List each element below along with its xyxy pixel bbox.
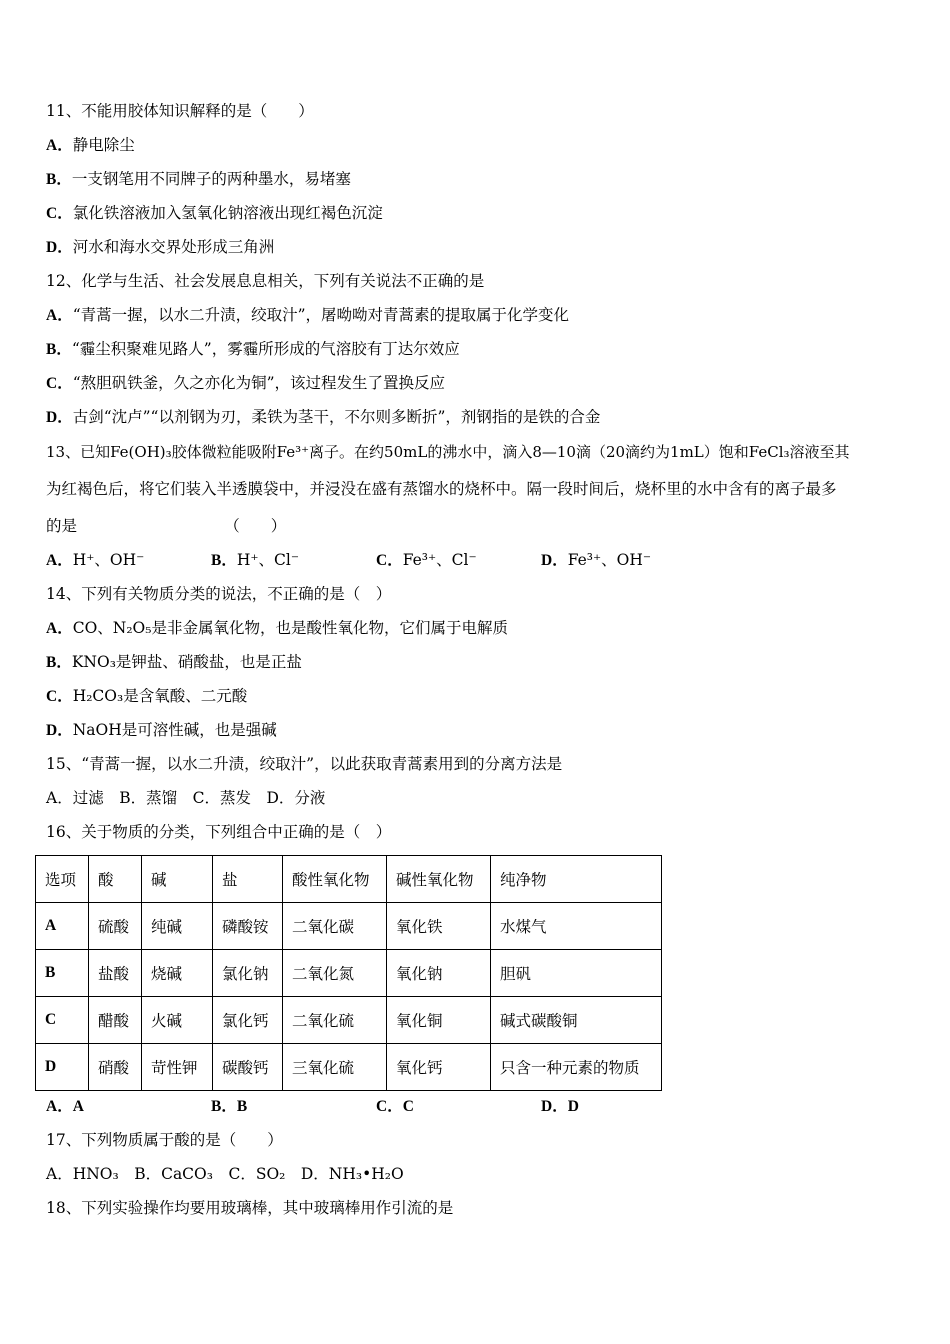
q14-option-d: D．NaOH是可溶性碱，也是强碱 xyxy=(46,721,277,739)
table-cell: 氧化钙 xyxy=(387,1044,491,1091)
table-cell: 二氧化氮 xyxy=(283,950,387,997)
table-cell: 醋酸 xyxy=(89,997,142,1044)
q13-option-d: D．Fe³⁺、OH⁻ xyxy=(541,551,652,569)
q11-option-b: B．一支钢笔用不同牌子的两种墨水，易堵塞 xyxy=(46,170,351,188)
table-cell: 烧碱 xyxy=(142,950,213,997)
table-header-cell: 选项 xyxy=(36,856,89,903)
q13-option-c: C．Fe³⁺、Cl⁻ xyxy=(376,551,477,569)
table-cell: 氯化钙 xyxy=(213,997,283,1044)
q14-option-b: B．KNO₃是钾盐、硝酸盐，也是正盐 xyxy=(46,653,302,671)
table-cell: A xyxy=(36,903,89,950)
table-cell: 氧化钠 xyxy=(387,950,491,997)
table-cell: C xyxy=(36,997,89,1044)
classification-table xyxy=(35,855,662,1091)
table-cell: 二氧化碳 xyxy=(283,903,387,950)
table-cell: 磷酸铵 xyxy=(213,903,283,950)
table-cell: 氧化铁 xyxy=(387,903,491,950)
q14-stem: 14、下列有关物质分类的说法，不正确的是（ ） xyxy=(46,585,392,603)
table-row xyxy=(36,1044,662,1091)
table-cell: 碳酸钙 xyxy=(213,1044,283,1091)
q11-option-d: D．河水和海水交界处形成三角洲 xyxy=(46,238,275,256)
table-row xyxy=(36,997,662,1044)
q14-option-c: C．H₂CO₃是含氧酸、二元酸 xyxy=(46,687,248,705)
q16-option-b: B．B xyxy=(211,1098,248,1115)
table-cell: 二氧化硫 xyxy=(283,997,387,1044)
table-cell: 碱式碳酸铜 xyxy=(491,997,662,1044)
q13-option-a: A．H⁺、OH⁻ xyxy=(46,551,145,569)
q18-stem: 18、下列实验操作均要用玻璃棒，其中玻璃棒用作引流的是 xyxy=(46,1199,454,1217)
q17-options: A．HNO₃ B．CaCO₃ C．SO₂ D．NH₃•H₂O xyxy=(46,1165,404,1183)
q11-stem: 11、不能用胶体知识解释的是（ ） xyxy=(46,102,314,120)
table-cell: 盐酸 xyxy=(89,950,142,997)
q13-option-b: B．H⁺、Cl⁻ xyxy=(211,551,300,569)
table-header-cell: 盐 xyxy=(213,856,283,903)
q13-stem-line1: 13、已知Fe(OH)₃胶体微粒能吸附Fe³⁺离子。在约50mL的沸水中，滴入8—10滴（20滴约为1mL）饱和FeCl₃溶液至其 xyxy=(46,443,850,461)
q12-stem: 12、化学与生活、社会发展息息相关，下列有关说法不正确的是 xyxy=(46,272,485,290)
q11-option-a: A．静电除尘 xyxy=(46,136,135,154)
q17-stem: 17、下列物质属于酸的是（ ） xyxy=(46,1131,283,1149)
q16-option-a: A．A xyxy=(46,1098,84,1115)
table-cell: 硝酸 xyxy=(89,1044,142,1091)
table-row xyxy=(36,903,662,950)
table-cell: 三氧化硫 xyxy=(283,1044,387,1091)
table-cell: B xyxy=(36,950,89,997)
table-header-cell: 碱 xyxy=(142,856,213,903)
q14-option-a: A．CO、N₂O₅是非金属氧化物，也是酸性氧化物，它们属于电解质 xyxy=(46,619,508,637)
table-header-cell: 酸 xyxy=(89,856,142,903)
table-cell: 纯碱 xyxy=(142,903,213,950)
table-header-cell: 碱性氧化物 xyxy=(387,856,491,903)
q16-stem: 16、关于物质的分类，下列组合中正确的是（ ） xyxy=(46,823,392,841)
q15-options: A．过滤 B．蒸馏 C．蒸发 D．分液 xyxy=(46,789,326,807)
table-cell: 只含一种元素的物质 xyxy=(491,1044,662,1091)
q16-option-c: C．C xyxy=(376,1098,414,1115)
q12-option-c: C．“熬胆矾铁釜，久之亦化为铜”，该过程发生了置换反应 xyxy=(46,374,446,392)
table-cell: 火碱 xyxy=(142,997,213,1044)
table-header-cell: 纯净物 xyxy=(491,856,662,903)
table-row xyxy=(36,950,662,997)
q13-stem-line3: 的是 （ ） xyxy=(46,517,287,535)
q11-option-c: C．氯化铁溶液加入氢氧化钠溶液出现红褐色沉淀 xyxy=(46,204,383,222)
q12-option-a: A．“青蒿一握，以水二升渍，绞取汁”，屠呦呦对青蒿素的提取属于化学变化 xyxy=(46,306,570,324)
q16-option-d: D．D xyxy=(541,1098,579,1115)
table-header-cell: 酸性氧化物 xyxy=(283,856,387,903)
table-cell: 胆矾 xyxy=(491,950,662,997)
q13-stem-line2: 为红褐色后，将它们装入半透膜袋中，并浸没在盛有蒸馏水的烧杯中。隔一段时间后，烧杯里的水中含有的离子最多 xyxy=(46,480,837,498)
table-cell: 硫酸 xyxy=(89,903,142,950)
table-cell: D xyxy=(36,1044,89,1091)
q12-option-b: B．“霾尘积聚难见路人”，雾霾所形成的气溶胶有丁达尔效应 xyxy=(46,340,460,358)
table-cell: 氧化铜 xyxy=(387,997,491,1044)
q15-stem: 15、“青蒿一握，以水二升渍，绞取汁”，以此获取青蒿素用到的分离方法是 xyxy=(46,755,563,773)
table-cell: 苛性钾 xyxy=(142,1044,213,1091)
table-cell: 氯化钠 xyxy=(213,950,283,997)
table-cell: 水煤气 xyxy=(491,903,662,950)
q12-option-d: D．古剑“沈卢”“以剂钢为刃，柔铁为茎干，不尔则多断折”，剂钢指的是铁的合金 xyxy=(46,408,601,426)
table-header-row xyxy=(36,856,662,903)
